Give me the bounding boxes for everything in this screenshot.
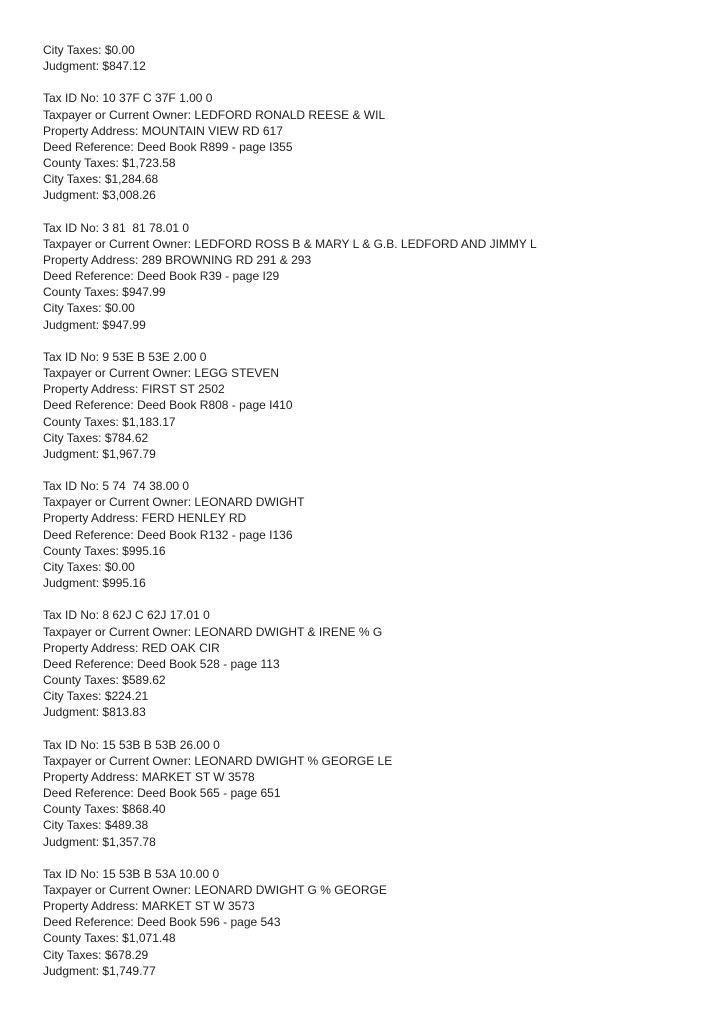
city-taxes-line: [43, 42, 704, 58]
field-label: Taxpayer or Current Owner:: [43, 753, 192, 768]
field-label: Tax ID No:: [43, 91, 100, 106]
deed-reference-line: [43, 785, 704, 801]
judgment-line: [43, 704, 704, 720]
field-label: Deed Reference:: [43, 915, 134, 930]
field-value: $813.83: [102, 705, 146, 720]
field-value: $1,357.78: [102, 834, 156, 849]
field-value: $947.99: [122, 285, 166, 300]
field-value: Deed Book 596 - page 543: [137, 915, 281, 930]
field-value: Deed Book 565 - page 651: [137, 786, 281, 801]
field-value: 15 53B B 53B 26.00 0: [102, 737, 220, 752]
field-label: Taxpayer or Current Owner:: [43, 107, 192, 122]
county-taxes-line: [43, 155, 704, 171]
field-label: Judgment:: [43, 59, 100, 74]
field-value: Deed Book R899 - page I355: [137, 139, 293, 154]
field-value: MARKET ST W 3578: [141, 769, 255, 784]
tax-id-line: [43, 220, 704, 236]
field-label: City Taxes:: [43, 301, 102, 316]
field-value: 289 BROWNING RD 291 & 293: [141, 253, 312, 267]
field-value: Deed Book R808 - page I410: [137, 398, 293, 413]
field-value: MOUNTAIN VIEW RD 617: [141, 123, 283, 138]
field-value: $1,749.77: [102, 963, 156, 978]
field-label: County Taxes:: [43, 543, 119, 558]
tax-record: [43, 349, 704, 462]
taxpayer-line: [43, 753, 704, 769]
field-label: City Taxes:: [43, 818, 102, 833]
deed-reference-line: [43, 527, 704, 543]
field-value: $1,967.79: [102, 446, 156, 461]
city-taxes-line: [43, 430, 704, 446]
field-value: Deed Book R132 - page I136: [137, 527, 293, 542]
field-label: County Taxes:: [43, 673, 119, 688]
property-address-line: [43, 381, 704, 397]
field-label: Tax ID No:: [43, 866, 100, 881]
field-label: Property Address:: [43, 511, 139, 526]
deed-reference-line: [43, 139, 704, 155]
field-value: LEDFORD ROSS B & MARY L & G.B. LEDFORD AND JIMMY L: [194, 236, 537, 251]
property-address-line: [43, 252, 704, 268]
deed-reference-line: [43, 656, 704, 672]
county-taxes-line: [43, 930, 704, 946]
county-taxes-line: [43, 414, 704, 430]
field-value: $0.00: [104, 301, 135, 316]
field-value: $0.00: [104, 559, 135, 574]
field-value: FIRST ST 2502: [141, 382, 225, 397]
field-value: $784.62: [104, 430, 149, 445]
field-label: Property Address:: [43, 382, 139, 397]
field-label: Taxpayer or Current Owner:: [43, 236, 192, 251]
field-label: County Taxes:: [43, 802, 119, 817]
taxpayer-line: [43, 107, 704, 123]
judgment-line: [43, 446, 704, 462]
judgment-line: [43, 575, 704, 591]
tax-record-continued: [43, 42, 704, 74]
field-label: Deed Reference:: [43, 139, 134, 154]
city-taxes-line: [43, 947, 704, 963]
tax-record: [43, 866, 704, 979]
field-label: Judgment:: [43, 188, 100, 203]
tax-record: [43, 90, 704, 203]
field-value: $678.29: [104, 947, 149, 962]
deed-reference-line: [43, 268, 704, 284]
field-label: Tax ID No:: [43, 479, 100, 494]
field-label: City Taxes:: [43, 430, 102, 445]
field-label: Deed Reference:: [43, 786, 134, 801]
field-label: Judgment:: [43, 317, 100, 332]
taxpayer-line: [43, 882, 704, 898]
tax-id-line: [43, 90, 704, 106]
tax-record: [43, 607, 704, 720]
field-label: County Taxes:: [43, 285, 119, 300]
field-value: LEDFORD RONALD REESE & WIL: [194, 107, 386, 122]
county-taxes-line: [43, 672, 704, 688]
field-value: $589.62: [122, 673, 166, 688]
field-label: Taxpayer or Current Owner:: [43, 883, 192, 898]
field-label: Taxpayer or Current Owner:: [43, 366, 192, 381]
field-value: LEGG STEVEN: [194, 366, 280, 381]
judgment-line: [43, 834, 704, 850]
field-label: County Taxes:: [43, 931, 119, 946]
field-label: Tax ID No:: [43, 349, 100, 364]
field-value: $1,723.58: [122, 156, 176, 171]
deed-reference-line: [43, 914, 704, 930]
field-label: Deed Reference:: [43, 269, 134, 284]
field-value: $3,008.26: [102, 188, 156, 203]
field-label: Tax ID No:: [43, 737, 100, 752]
field-label: Judgment:: [43, 834, 100, 849]
field-label: City Taxes:: [43, 559, 102, 574]
field-label: City Taxes:: [43, 947, 102, 962]
field-value: LEONARD DWIGHT: [194, 495, 305, 510]
field-value: $1,071.48: [122, 931, 176, 946]
field-label: Tax ID No:: [43, 608, 100, 623]
field-label: Tax ID No:: [43, 220, 100, 235]
field-label: Judgment:: [43, 705, 100, 720]
tax-id-line: [43, 478, 704, 494]
field-value: $224.21: [104, 689, 149, 704]
field-value: $489.38: [104, 818, 149, 833]
field-value: $868.40: [122, 802, 166, 817]
field-value: Deed Book R39 - page I29: [137, 269, 280, 284]
field-value: $995.16: [102, 576, 146, 591]
field-value: 5 74 74 38.00 0: [102, 479, 190, 494]
deed-reference-line: [43, 397, 704, 413]
field-label: Property Address:: [43, 769, 139, 784]
tax-id-line: [43, 866, 704, 882]
field-label: City Taxes:: [43, 689, 102, 704]
field-value: MARKET ST W 3573: [141, 899, 255, 914]
property-address-line: [43, 123, 704, 139]
taxpayer-line: [43, 494, 704, 510]
city-taxes-line: [43, 817, 704, 833]
field-value: RED OAK CIR: [141, 640, 220, 655]
field-value: $1,284.68: [104, 172, 159, 187]
field-label: Deed Reference:: [43, 527, 134, 542]
field-label: Property Address:: [43, 123, 139, 138]
field-value: 9 53E B 53E 2.00 0: [102, 349, 207, 364]
field-value: $1,183.17: [122, 414, 176, 429]
field-label: Taxpayer or Current Owner:: [43, 624, 192, 639]
city-taxes-line: [43, 559, 704, 575]
tax-record: [43, 478, 704, 591]
property-address-line: [43, 510, 704, 526]
taxpayer-line: [43, 236, 704, 252]
field-value: 8 62J C 62J 17.01 0: [102, 608, 210, 623]
taxpayer-line: [43, 365, 704, 381]
property-address-line: [43, 898, 704, 914]
field-value: LEONARD DWIGHT % GEORGE LE: [194, 753, 393, 768]
field-value: Deed Book 528 - page 113: [137, 656, 280, 671]
field-value: LEONARD DWIGHT G % GEORGE: [194, 883, 387, 898]
field-value: LEONARD DWIGHT & IRENE % G: [194, 624, 383, 639]
judgment-line: [43, 963, 704, 979]
field-value: FERD HENLEY RD: [141, 511, 247, 526]
tax-record: [43, 220, 704, 333]
field-label: Taxpayer or Current Owner:: [43, 495, 192, 510]
field-label: Deed Reference:: [43, 656, 134, 671]
field-value: $0.00: [104, 43, 135, 57]
county-taxes-line: [43, 543, 704, 559]
field-value: $995.16: [122, 543, 166, 558]
property-address-line: [43, 640, 704, 656]
tax-record: [43, 737, 704, 850]
field-value: $847.12: [102, 59, 146, 74]
field-label: Judgment:: [43, 576, 100, 591]
field-label: County Taxes:: [43, 414, 119, 429]
field-value: $947.99: [102, 317, 146, 332]
field-label: City Taxes:: [43, 172, 102, 187]
field-value: 15 53B B 53A 10.00 0: [102, 866, 220, 881]
city-taxes-line: [43, 688, 704, 704]
field-label: County Taxes:: [43, 156, 119, 171]
judgment-line: [43, 187, 704, 203]
field-label: City Taxes:: [43, 43, 102, 57]
tax-id-line: [43, 349, 704, 365]
county-taxes-line: [43, 801, 704, 817]
field-label: Judgment:: [43, 963, 100, 978]
field-label: Property Address:: [43, 253, 139, 267]
judgment-line: [43, 317, 704, 333]
city-taxes-line: [43, 300, 704, 316]
field-label: Property Address:: [43, 899, 139, 914]
taxpayer-line: [43, 624, 704, 640]
tax-id-line: [43, 737, 704, 753]
judgment-line: [43, 58, 704, 74]
field-value: 10 37F C 37F 1.00 0: [102, 91, 213, 106]
document-page: [43, 42, 704, 979]
field-value: 3 81 81 78.01 0: [102, 220, 190, 235]
field-label: Property Address:: [43, 640, 139, 655]
field-label: Deed Reference:: [43, 398, 134, 413]
county-taxes-line: [43, 284, 704, 300]
property-address-line: [43, 769, 704, 785]
field-label: Judgment:: [43, 446, 100, 461]
tax-id-line: [43, 607, 704, 623]
city-taxes-line: [43, 171, 704, 187]
